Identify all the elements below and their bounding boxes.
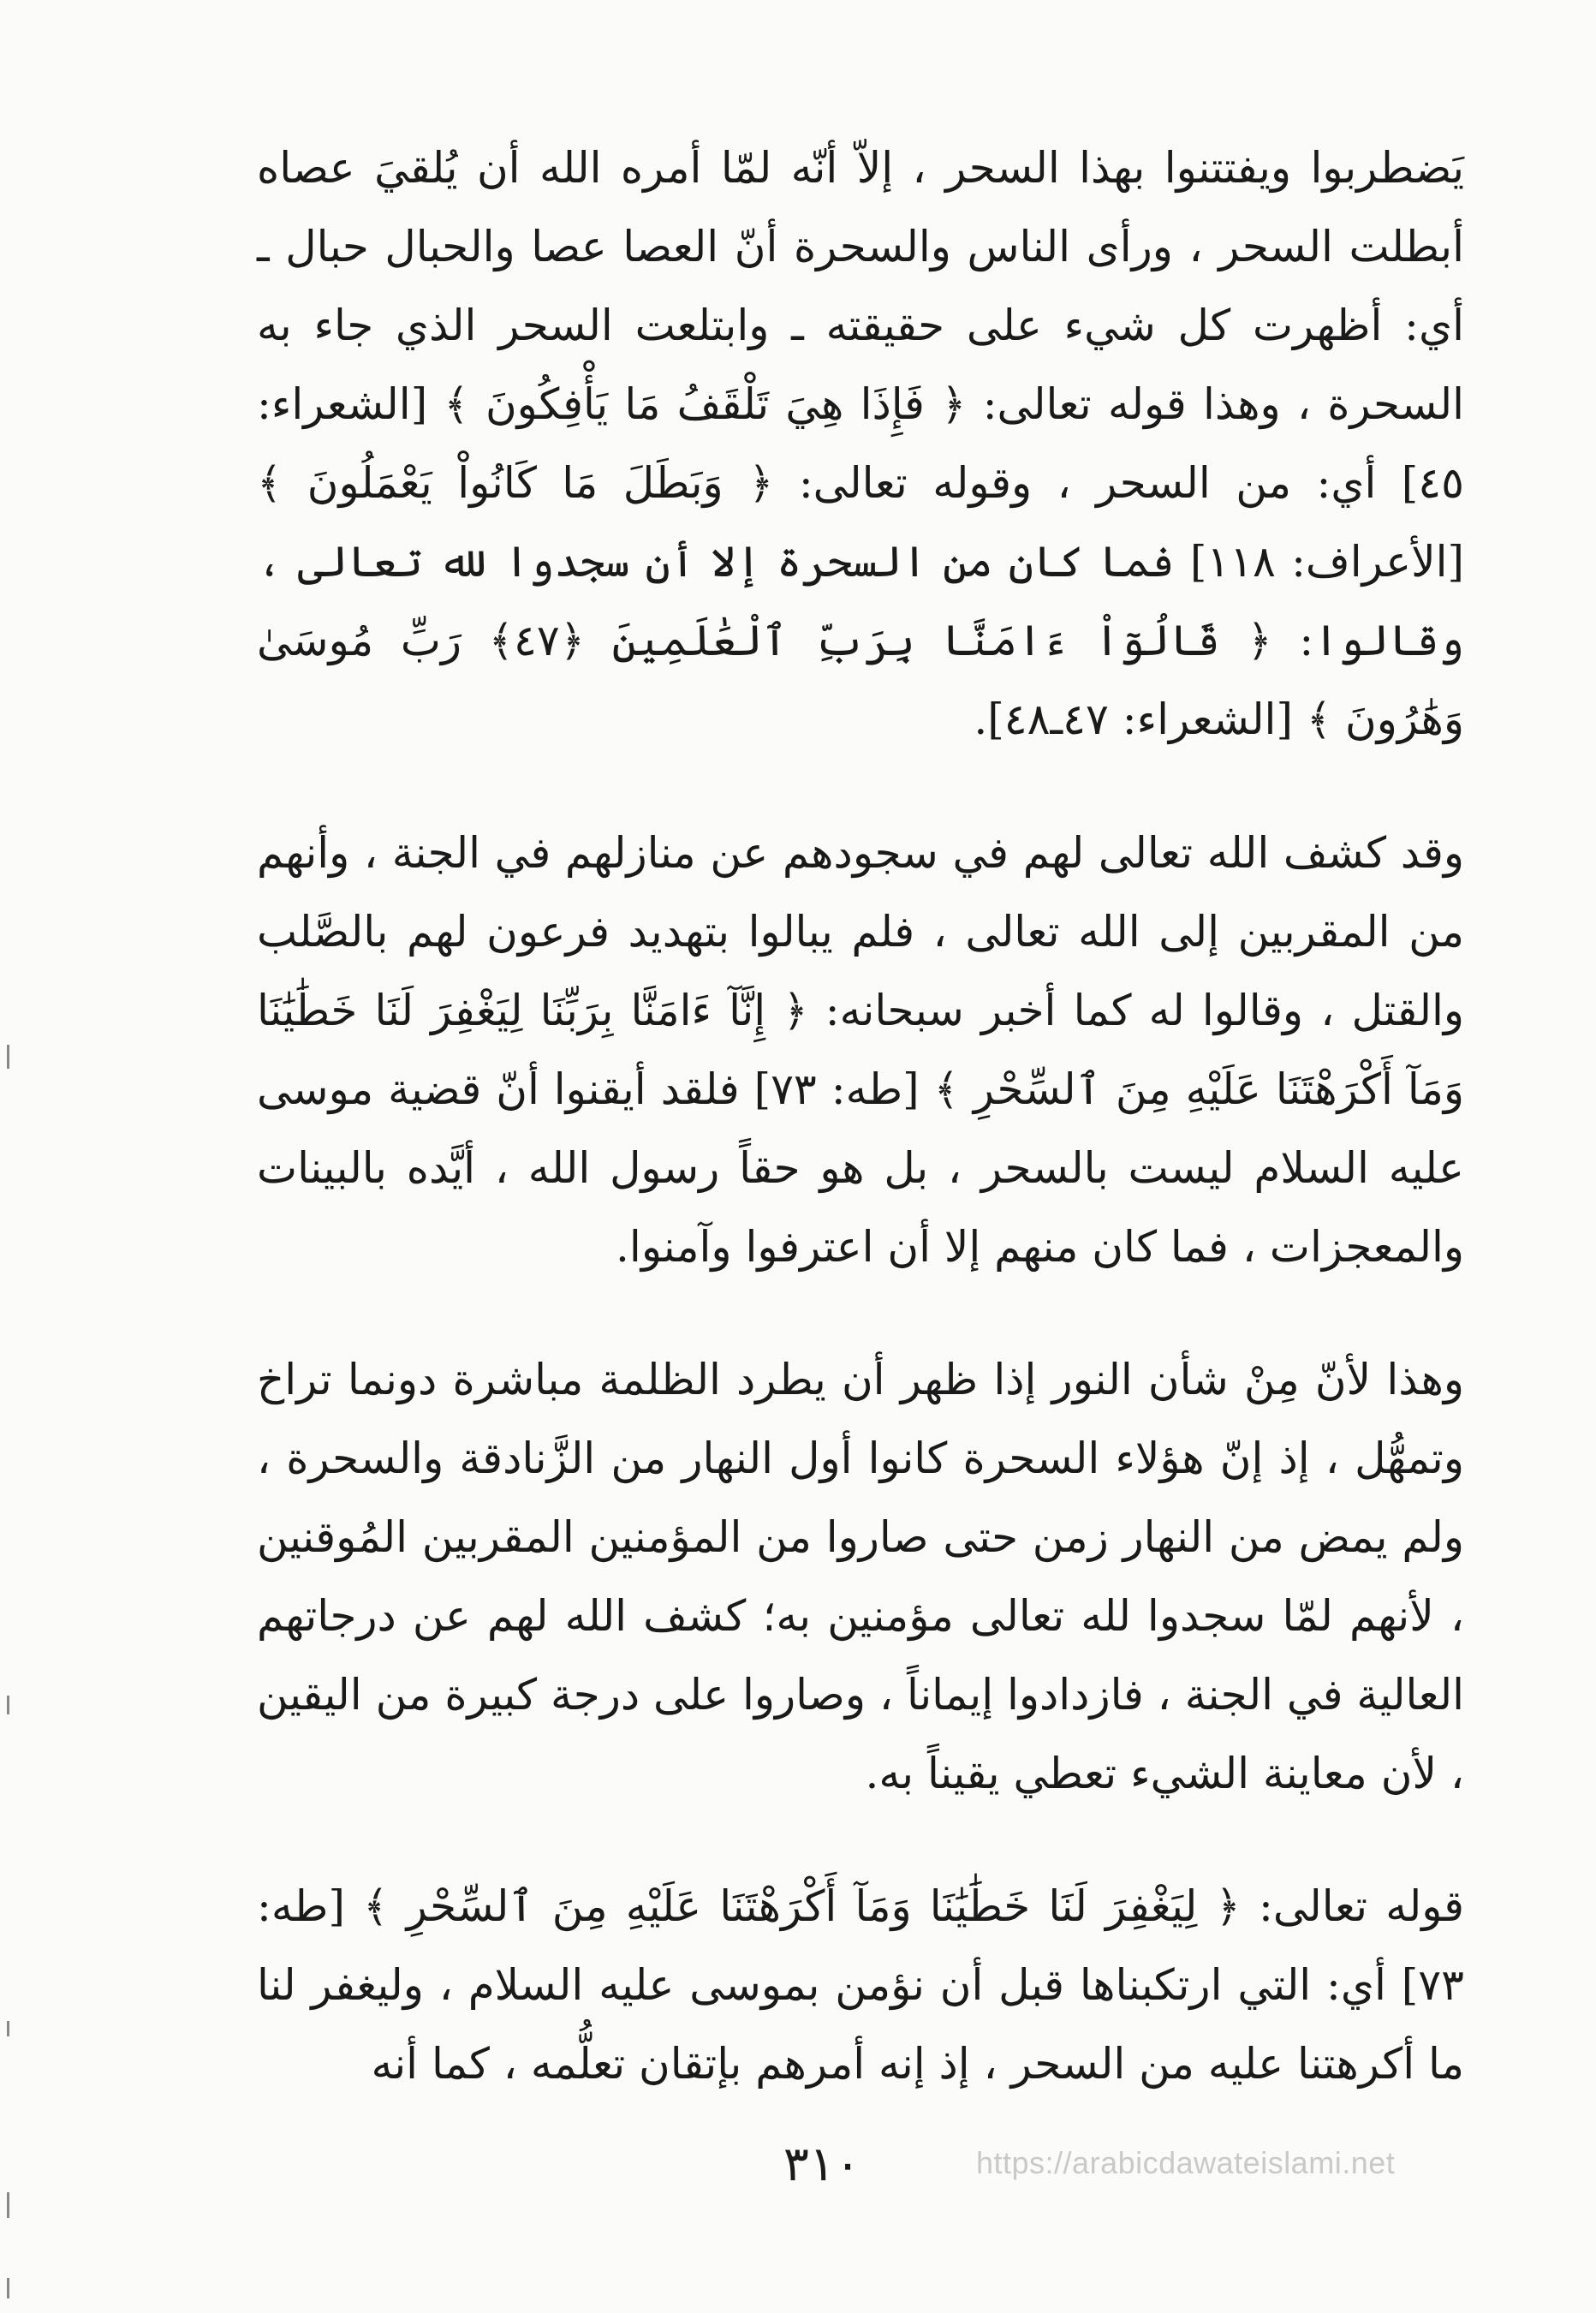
- paragraph-3: [257, 1340, 1464, 1813]
- watermark-url: https://arabicdawateislami.net: [976, 2145, 1396, 2180]
- scan-edge-mark: [7, 2021, 9, 2036]
- page-number: ٣١٠: [783, 2137, 861, 2192]
- paragraph-text: قوله تعالى: ﴿ لِيَغْفِرَ لَنَا خَطَٰيَٰنَا وَمَآ أَكْرَهْتَنَا عَلَيْهِ مِنَ ٱلسِّحْرِ ﴾ [طه: ٧٣] أي: التي ارتكبناها قبل أن نؤمن بموسى عليه السلام ، وليغفر لنا ما أكرهتنا عليه من السحر ، إذ إنه أمرهم بإتقان تعلُّمه ، كما أنه: [257, 1881, 1464, 2089]
- scan-edge-mark: [7, 1696, 9, 1714]
- paragraph-1: [257, 128, 1464, 759]
- paragraph-4: [257, 1867, 1464, 2103]
- scan-edge-mark: [7, 1045, 9, 1069]
- scan-edge-mark: [7, 2192, 9, 2218]
- paragraph-text: يَضطربوا ويفتتنوا بهذا السحر ، إلاّ أنّه لمّا أمره الله أن يُلقيَ عصاه أبطلت السحر ، ورأى الناس والسحرة أنّ العصا عصا والحبال حبال ـ أي: أظهرت كل شيء على حقيقته ـ وابتلعت السحر الذي جاء به السحرة ، وهذا قوله تعالى: ﴿ فَإِذَا هِيَ تَلْقَفُ مَا يَأْفِكُونَ ﴾ [الشعراء: ٤٥] أي: من السحر ، وقوله تعالى: ﴿ وَبَطَلَ مَا كَانُواْ يَعْمَلُونَ ﴾ [الأعراف: ١١٨] فما كان من السحرة إلا أن سجدوا لله تعالى ، وقالوا: ﴿ قَالُوٓاْ ءَامَنَّا بِرَبِّ ٱلْعَٰلَمِينَ ﴿٤٧﴾ رَبِّ مُوسَىٰ وَهَٰرُونَ ﴾ [الشعراء: ٤٧ـ٤٨].: [257, 143, 1464, 744]
- paragraph-text: وقد كشف الله تعالى لهم في سجودهم عن منازلهم في الجنة ، وأنهم من المقربين إلى الله تعالى ، فلم يبالوا بتهديد فرعون لهم بالصَّلب والقتل ، وقالوا له كما أخبر سبحانه: ﴿ إِنَّآ ءَامَنَّا بِرَبِّنَا لِيَغْفِرَ لَنَا خَطَٰيَٰنَا وَمَآ أَكْرَهْتَنَا عَلَيْهِ مِنَ ٱلسِّحْرِ ﴾ [طه: ٧٣] فلقد أيقنوا أنّ قضية موسى عليه السلام ليست بالسحر ، بل هو حقاً رسول الله ، أيَّده بالبينات والمعجزات ، فما كان منهم إلا أن اعترفوا وآمنوا.: [257, 828, 1464, 1272]
- paragraph-2: [257, 814, 1464, 1286]
- scan-edge-mark: [7, 2278, 9, 2298]
- paragraph-text: وهذا لأنّ مِنْ شأن النور إذا ظهر أن يطرد الظلمة مباشرة دونما تراخ وتمهُّل ، إذ إنّ هؤلاء السحرة كانوا أول النهار من الزَّنادقة والسحرة ، ولم يمض من النهار زمن حتى صاروا من المؤمنين المقربين المُوقنين ، لأنهم لمّا سجدوا لله تعالى مؤمنين به؛ كشف الله لهم عن درجاتهم العالية في الجنة ، فازدادوا إيماناً ، وصاروا على درجة كبيرة من اليقين ، لأن معاينة الشيء تعطي يقيناً به.: [257, 1355, 1464, 1798]
